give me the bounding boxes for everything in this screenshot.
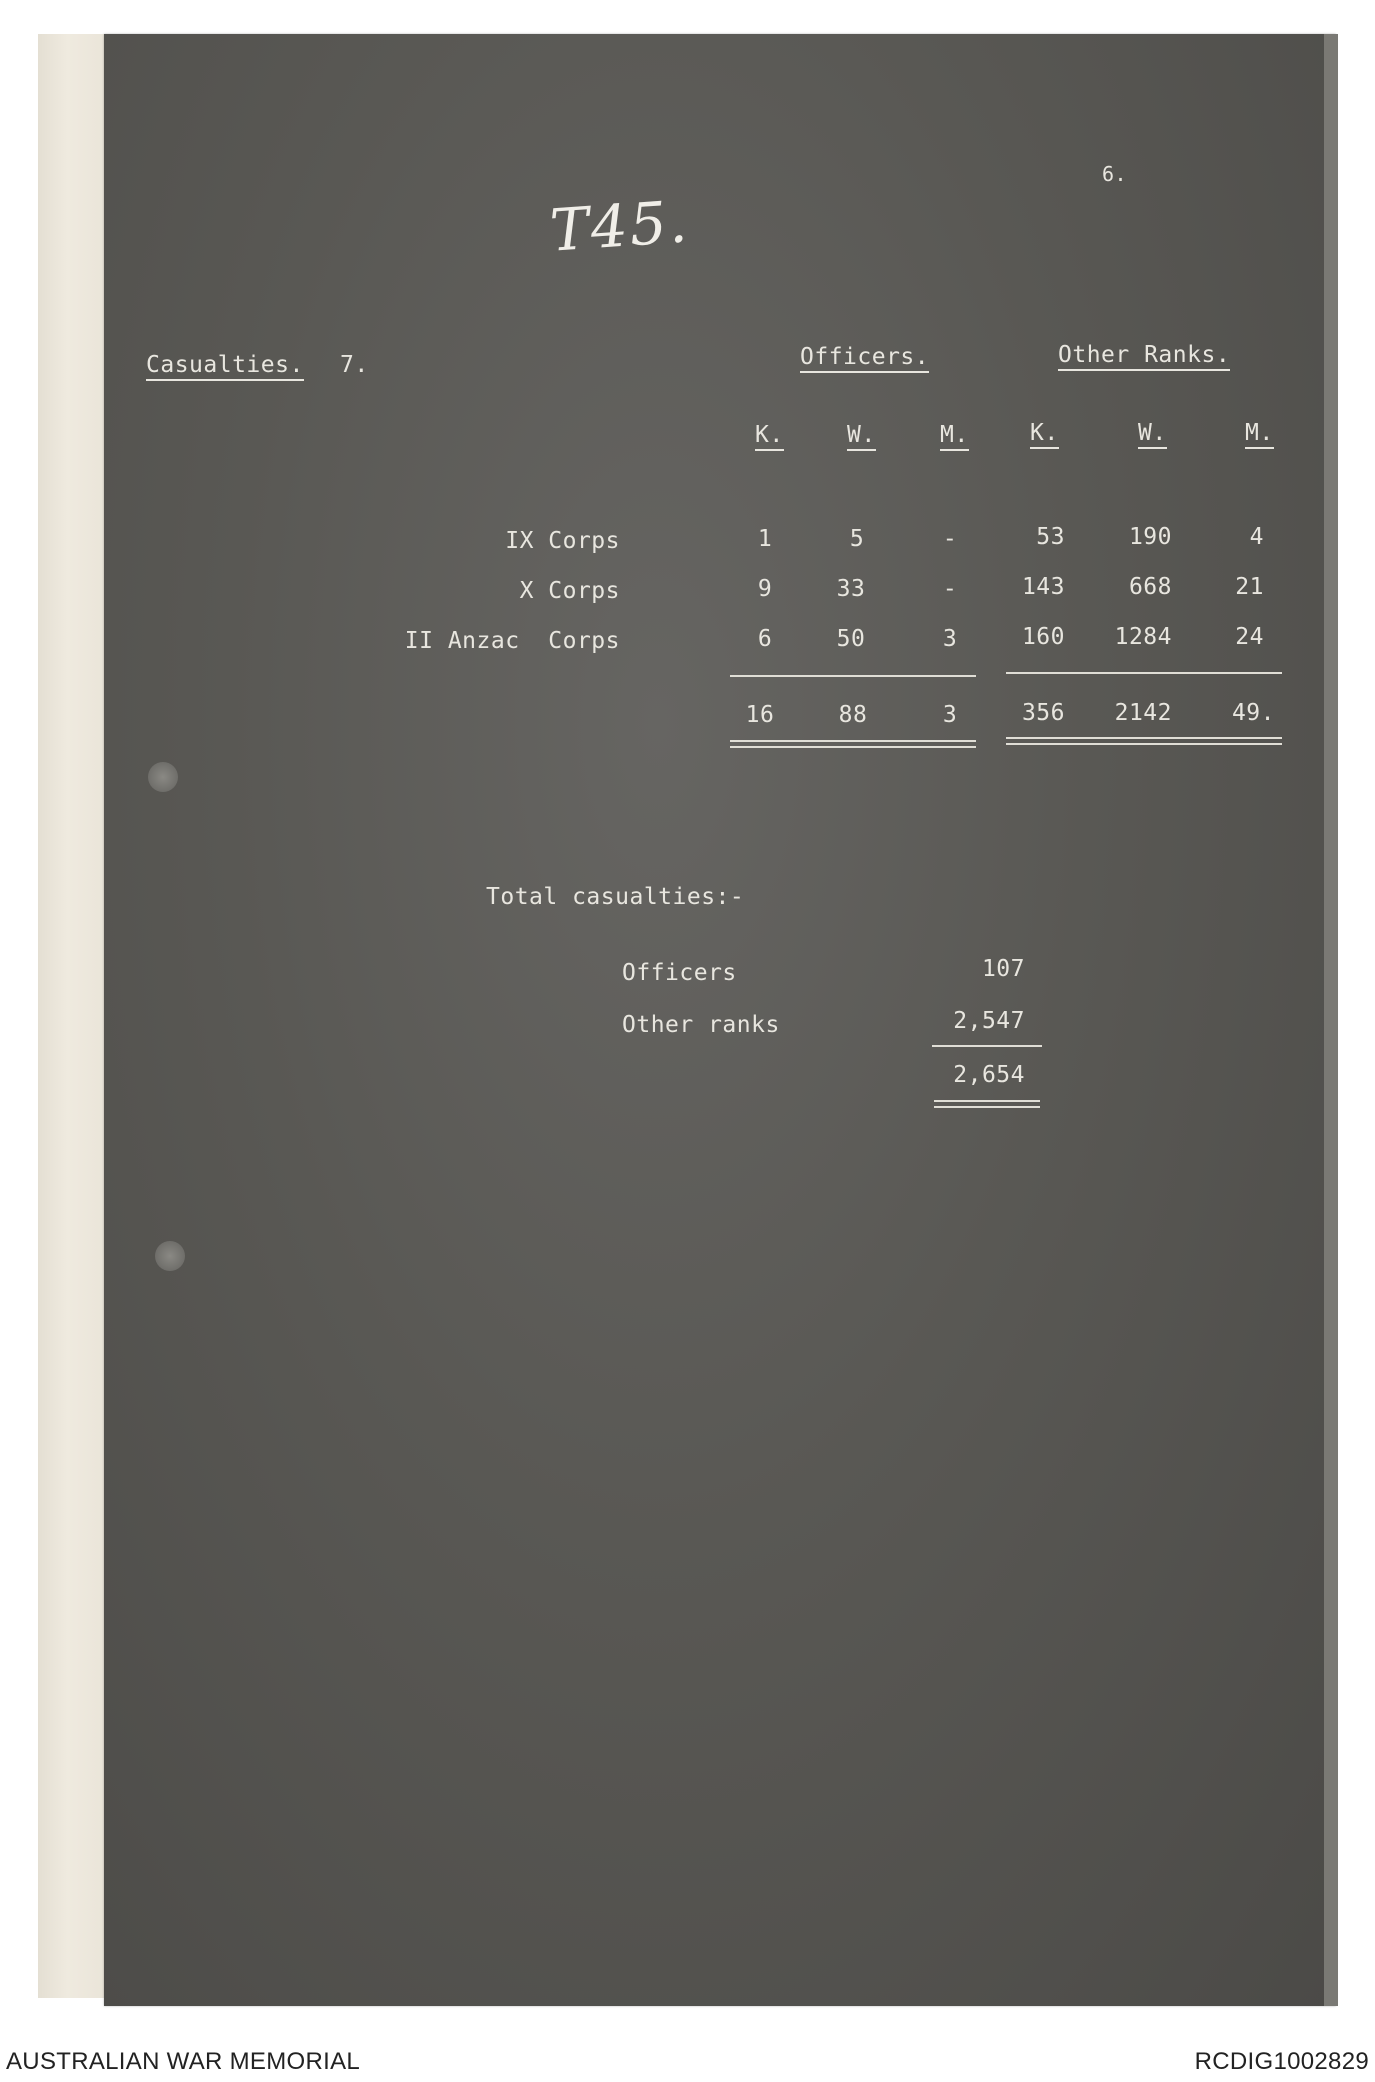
anzac-other-missing: 24: [1235, 624, 1264, 650]
total-officers-killed: 16: [745, 702, 775, 728]
summary-other-ranks-label: Other ranks: [622, 1012, 780, 1038]
other-ranks-wounded-header: W.: [1138, 420, 1167, 449]
row-label-ix-corps: IX Corps: [505, 528, 620, 554]
punch-hole-upper: [148, 762, 178, 792]
officers-killed-header: K.: [755, 422, 784, 451]
paper-edge-strip: [38, 34, 112, 1998]
anzac-other-wounded: 1284: [1114, 624, 1172, 650]
x-other-missing: 21: [1235, 574, 1264, 600]
total-officers-wounded: 88: [838, 702, 868, 728]
footer-catalog-id: RCDIG1002829: [1194, 2048, 1369, 2075]
section-title: Casualties.: [146, 352, 304, 381]
other-ranks-total-double-rule: [1006, 737, 1282, 745]
summary-grand-total: 2,654: [953, 1062, 1025, 1088]
x-officers-missing: -: [942, 576, 958, 602]
other-ranks-missing-header: M.: [1245, 420, 1274, 449]
total-other-killed: 356: [1021, 700, 1065, 726]
punch-hole-lower: [155, 1241, 185, 1271]
anzac-officers-wounded: 50: [836, 626, 866, 652]
total-other-missing: 49.: [1231, 700, 1275, 726]
anzac-other-killed: 160: [1021, 624, 1065, 650]
ix-officers-killed: 1: [757, 526, 773, 552]
officers-sum-rule: [730, 675, 976, 677]
ix-other-wounded: 190: [1128, 524, 1172, 550]
ix-other-missing: 4: [1249, 524, 1264, 550]
anzac-officers-killed: 6: [757, 626, 773, 652]
summary-officers-label: Officers: [622, 960, 737, 986]
ix-officers-missing: -: [942, 526, 958, 552]
row-label-x-corps: X Corps: [519, 578, 620, 604]
officers-header: Officers.: [800, 344, 929, 373]
other-ranks-sum-rule: [1006, 672, 1282, 674]
summary-sum-rule: [932, 1045, 1042, 1047]
anzac-officers-missing: 3: [942, 626, 958, 652]
handwritten-reference: T45.: [547, 187, 692, 265]
officers-wounded-header: W.: [847, 422, 876, 451]
x-officers-wounded: 33: [836, 576, 866, 602]
summary-double-rule: [934, 1100, 1040, 1108]
x-officers-killed: 9: [757, 576, 773, 602]
summary-officers-value: 107: [981, 956, 1025, 982]
other-ranks-header: Other Ranks.: [1058, 342, 1230, 371]
x-other-wounded: 668: [1128, 574, 1172, 600]
x-other-killed: 143: [1021, 574, 1065, 600]
page-number: 6.: [1102, 162, 1128, 186]
officers-missing-header: M.: [940, 422, 969, 451]
ix-other-killed: 53: [1036, 524, 1065, 550]
total-other-wounded: 2142: [1114, 700, 1172, 726]
row-label-ii-anzac-corps: II Anzac Corps: [404, 628, 620, 654]
other-ranks-killed-header: K.: [1030, 420, 1059, 449]
officers-total-double-rule: [730, 740, 976, 748]
summary-heading: Total casualties:-: [486, 884, 745, 910]
section-number: 7.: [340, 352, 369, 378]
ix-officers-wounded: 5: [849, 526, 865, 552]
total-officers-missing: 3: [942, 702, 958, 728]
sheet-right-edge: [1324, 34, 1338, 2006]
summary-other-ranks-value: 2,547: [953, 1008, 1025, 1034]
footer-institution: AUSTRALIAN WAR MEMORIAL: [6, 2048, 361, 2075]
